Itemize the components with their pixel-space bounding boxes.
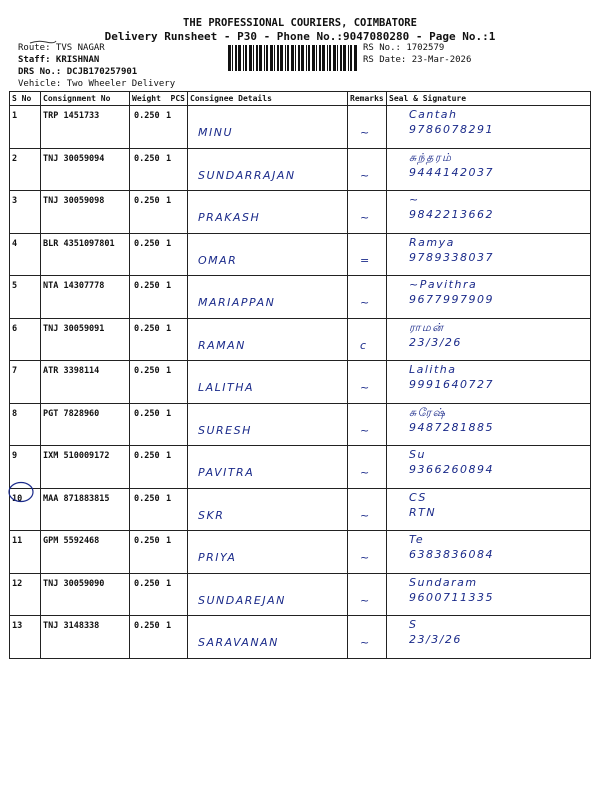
cell-sno xyxy=(10,573,41,616)
cell-consignment xyxy=(41,403,130,446)
barcode-bar xyxy=(350,45,352,71)
signature-phone: 9789338037 xyxy=(409,250,494,264)
barcode-bar xyxy=(280,45,283,71)
table-row xyxy=(10,403,591,446)
route-label: Route: TVS NAGAR xyxy=(18,43,105,53)
cell-remarks xyxy=(348,488,387,531)
barcode-bar xyxy=(232,45,233,71)
remark-mark: ~ xyxy=(360,636,371,649)
consignment-no: TNJ 3148338 xyxy=(43,621,100,631)
cell-weight xyxy=(130,531,188,574)
rs-date: RS Date: 23-Mar-2026 xyxy=(363,55,472,65)
remark-mark: ~ xyxy=(360,296,371,309)
cell-sno xyxy=(10,318,41,361)
consignment-no: GPM 5592468 xyxy=(43,536,100,546)
signature-phone: 9677997909 xyxy=(409,293,494,306)
pcs: 1 xyxy=(166,111,172,121)
consignment-no: ATR 3398114 xyxy=(43,366,100,376)
cell-signature xyxy=(387,318,591,361)
signature-text: ~ xyxy=(409,193,420,206)
weight: 0.250 xyxy=(134,578,160,589)
signature-text: Cantah xyxy=(409,108,458,121)
barcode-bar xyxy=(235,45,237,71)
cell-signature xyxy=(387,531,591,574)
cell-signature xyxy=(387,361,591,404)
cell-consignee xyxy=(188,573,348,616)
remark-mark: ~ xyxy=(360,508,371,522)
cell-sno xyxy=(10,148,41,191)
barcode-bar xyxy=(270,45,273,71)
table-row xyxy=(10,573,591,616)
consignee-name: RAMAN xyxy=(198,338,246,352)
cell-remarks xyxy=(348,106,387,149)
weight: 0.250 xyxy=(134,621,160,631)
signature-phone: 9444142037 xyxy=(409,165,494,179)
consignee-name: PRIYA xyxy=(198,551,237,564)
barcode-bar xyxy=(343,45,346,71)
cell-weight xyxy=(130,106,188,149)
cell-consignee xyxy=(188,318,348,361)
table-row xyxy=(10,233,591,276)
cell-signature xyxy=(387,616,591,659)
signature-text: Lalitha xyxy=(409,363,457,376)
consignment-no: TNJ 30059094 xyxy=(43,153,105,164)
barcode-bar xyxy=(319,45,321,71)
cell-remarks xyxy=(348,531,387,574)
weight: 0.250 xyxy=(134,153,160,164)
runsheet-subtitle: Delivery Runsheet - P30 - Phone No.:9047080280 - Page No.:1 xyxy=(104,30,496,43)
consignment-no: TRP 1451733 xyxy=(43,111,100,121)
signature-text: சுந்தரம் xyxy=(409,150,453,164)
cell-consignee xyxy=(188,233,348,276)
pcs: 1 xyxy=(166,153,172,164)
cell-signature xyxy=(387,148,591,191)
signature xyxy=(409,491,436,519)
consignment-no: TNJ 30059091 xyxy=(43,323,105,334)
consignee-name: PAVITRA xyxy=(198,466,255,479)
table-row xyxy=(10,106,591,149)
barcode-bar xyxy=(285,45,286,71)
signature xyxy=(409,363,494,391)
cell-sno xyxy=(10,191,41,234)
weight: 0.250 xyxy=(134,451,160,461)
barcode-bar xyxy=(316,45,317,71)
sno: 5 xyxy=(12,281,18,291)
cell-consignment xyxy=(41,191,130,234)
col-remarks: Remarks xyxy=(348,92,387,106)
cell-remarks xyxy=(348,318,387,361)
signature-text: ராமன் xyxy=(409,320,445,334)
table-row xyxy=(10,616,591,659)
weight: 0.250 xyxy=(134,196,160,206)
sno: 3 xyxy=(12,196,18,206)
sno: 2 xyxy=(12,153,18,164)
remark-mark: c xyxy=(360,338,368,352)
signature-phone: 9842213662 xyxy=(409,208,494,221)
consignment-no: TNJ 30059098 xyxy=(43,196,105,206)
signature-phone: 23/3/26 xyxy=(409,335,462,349)
remark-mark: ~ xyxy=(360,168,371,182)
remark-mark: ~ xyxy=(360,551,371,564)
consignment-no: MAA 871883815 xyxy=(43,493,110,504)
signature-phone: 9487281885 xyxy=(409,420,494,434)
consignment-no: PGT 7828960 xyxy=(43,408,100,419)
signature-phone: RTN xyxy=(409,505,437,519)
consignee-name: SARAVANAN xyxy=(198,636,279,649)
cell-weight xyxy=(130,318,188,361)
cell-consignee xyxy=(188,488,348,531)
barcode-bar xyxy=(264,45,265,71)
barcode-bar xyxy=(333,45,336,71)
pcs: 1 xyxy=(166,323,172,334)
consignment-no: BLR 4351097801 xyxy=(43,238,115,249)
cell-signature xyxy=(387,233,591,276)
signature-text: சுரேஷ் xyxy=(409,405,447,419)
barcode-bar xyxy=(245,45,247,71)
pcs: 1 xyxy=(166,366,172,376)
barcode-bar xyxy=(298,45,300,71)
barcode-bar xyxy=(243,45,244,71)
cell-signature xyxy=(387,446,591,489)
table-row xyxy=(10,148,591,191)
table-row xyxy=(10,446,591,489)
sno: 7 xyxy=(12,366,18,376)
signature xyxy=(409,278,494,306)
barcode-bar xyxy=(306,45,307,71)
barcode-bar xyxy=(322,45,325,71)
consignment-no: TNJ 30059090 xyxy=(43,578,105,589)
weight: 0.250 xyxy=(134,323,160,334)
cell-sno xyxy=(10,361,41,404)
signature-phone: 9600711335 xyxy=(409,590,494,604)
cell-consignee xyxy=(188,148,348,191)
consignee-name: SKR xyxy=(198,508,225,522)
barcode-bar xyxy=(266,45,268,71)
signature xyxy=(409,236,494,264)
cell-consignment xyxy=(41,531,130,574)
barcode-bar xyxy=(249,45,252,71)
weight: 0.250 xyxy=(134,281,160,291)
signature xyxy=(409,576,494,604)
cell-weight xyxy=(130,276,188,319)
col-weight: Weight xyxy=(132,94,161,103)
barcode-bar xyxy=(295,45,296,71)
table-row xyxy=(10,488,591,531)
signature xyxy=(409,151,494,179)
barcode-bar xyxy=(308,45,310,71)
pcs: 1 xyxy=(166,536,172,546)
cell-consignment xyxy=(41,233,130,276)
remark-mark: ~ xyxy=(360,423,371,437)
barcode-bar xyxy=(348,45,349,71)
cell-remarks xyxy=(348,276,387,319)
cell-consignment xyxy=(41,276,130,319)
barcode-bar xyxy=(337,45,338,71)
barcode-bar xyxy=(259,45,262,71)
cell-consignee xyxy=(188,446,348,489)
col-consignee: Consignee Details xyxy=(188,92,348,106)
cell-weight xyxy=(130,233,188,276)
cell-consignee xyxy=(188,403,348,446)
signature-text: CS xyxy=(409,490,427,504)
consignee-name: SUNDARRAJAN xyxy=(198,168,296,182)
weight: 0.250 xyxy=(134,493,160,504)
cell-consignment xyxy=(41,488,130,531)
cell-consignee xyxy=(188,106,348,149)
signature xyxy=(409,193,494,221)
signature xyxy=(409,406,494,434)
sno: 8 xyxy=(12,408,18,419)
signature-phone: 23/3/26 xyxy=(409,633,462,646)
vehicle-label: Vehicle: Two Wheeler Delivery xyxy=(18,79,176,89)
cell-signature xyxy=(387,276,591,319)
company-title: THE PROFESSIONAL COURIERS, COIMBATORE xyxy=(183,17,417,29)
table-header-row xyxy=(10,92,591,106)
table-row xyxy=(10,318,591,361)
signature-text: S xyxy=(409,618,418,631)
cell-consignee xyxy=(188,531,348,574)
cell-consignment xyxy=(41,616,130,659)
col-weight-pcs xyxy=(130,92,188,106)
barcode-bar xyxy=(287,45,289,71)
cell-remarks xyxy=(348,148,387,191)
sno: 13 xyxy=(12,621,23,631)
remark-mark: ~ xyxy=(360,211,371,224)
weight: 0.250 xyxy=(134,536,160,546)
cell-consignee xyxy=(188,191,348,234)
col-sno: S No xyxy=(10,92,41,106)
cell-weight xyxy=(130,616,188,659)
barcode-bar xyxy=(327,45,328,71)
table-row xyxy=(10,361,591,404)
table-row xyxy=(10,276,591,319)
cell-signature xyxy=(387,403,591,446)
table-row xyxy=(10,191,591,234)
cell-consignment xyxy=(41,446,130,489)
consignment-no: NTA 14307778 xyxy=(43,281,105,291)
signature-text: Te xyxy=(409,533,425,546)
cell-signature xyxy=(387,488,591,531)
barcode-bar xyxy=(238,45,241,71)
cell-remarks xyxy=(348,446,387,489)
sno: 10 xyxy=(12,493,23,504)
cell-weight xyxy=(130,446,188,489)
barcode-bar xyxy=(340,45,342,71)
remark-mark: ~ xyxy=(360,466,371,479)
consignee-name: SURESH xyxy=(198,423,252,437)
barcode-bar xyxy=(354,45,357,71)
cell-consignment xyxy=(41,573,130,616)
cell-sno xyxy=(10,403,41,446)
consignment-no: IXM 510009172 xyxy=(43,451,110,461)
sno: 11 xyxy=(12,536,23,546)
signature-text: ~Pavithra xyxy=(409,278,478,291)
weight: 0.250 xyxy=(134,408,160,419)
weight: 0.250 xyxy=(134,238,160,249)
cell-signature xyxy=(387,106,591,149)
barcode-bar xyxy=(301,45,304,71)
barcode-bar xyxy=(228,45,231,71)
signature-phone: 6383836084 xyxy=(409,548,494,561)
consignee-name: MARIAPPAN xyxy=(198,296,276,309)
sno: 12 xyxy=(12,578,23,589)
cell-remarks xyxy=(348,616,387,659)
cell-weight xyxy=(130,573,188,616)
barcode xyxy=(228,45,358,71)
cell-weight xyxy=(130,148,188,191)
cell-consignment xyxy=(41,106,130,149)
cell-weight xyxy=(130,361,188,404)
circle-mark xyxy=(7,481,37,503)
pcs: 1 xyxy=(166,196,172,206)
signature-phone: 9366260894 xyxy=(409,463,494,476)
pcs: 1 xyxy=(166,408,172,419)
weight: 0.250 xyxy=(134,366,160,376)
cell-sno xyxy=(10,616,41,659)
cell-consignment xyxy=(41,361,130,404)
cell-consignee xyxy=(188,361,348,404)
barcode-bar xyxy=(274,45,275,71)
cell-consignment xyxy=(41,148,130,191)
table-row xyxy=(10,531,591,574)
cell-remarks xyxy=(348,361,387,404)
col-seal: Seal & Signature xyxy=(387,92,591,106)
signature xyxy=(409,321,462,349)
cell-signature xyxy=(387,573,591,616)
pcs: 1 xyxy=(166,281,172,291)
staff-label: Staff: KRISHNAN xyxy=(18,55,100,65)
pcs: 1 xyxy=(166,493,172,504)
signature-text: Sundaram xyxy=(409,575,478,589)
barcode-bar xyxy=(256,45,258,71)
sno: 4 xyxy=(12,238,18,249)
remark-mark: ~ xyxy=(360,381,371,394)
consignee-name: PRAKASH xyxy=(198,211,261,224)
cell-sno xyxy=(10,276,41,319)
col-consignment: Consignment No xyxy=(41,92,130,106)
rs-number: RS No.: 1702579 xyxy=(363,43,445,53)
cell-remarks xyxy=(348,191,387,234)
signature-text: Ramya xyxy=(409,235,455,249)
cell-weight xyxy=(130,403,188,446)
barcode-bar xyxy=(312,45,315,71)
remark-mark: = xyxy=(360,253,371,267)
pcs: 1 xyxy=(166,238,172,249)
cell-remarks xyxy=(348,403,387,446)
signature-phone: 9991640727 xyxy=(409,378,494,391)
barcode-bar xyxy=(277,45,279,71)
signature xyxy=(409,618,462,646)
signature xyxy=(409,448,494,476)
consignee-name: LALITHA xyxy=(198,381,255,394)
cell-sno xyxy=(10,233,41,276)
pcs: 1 xyxy=(166,578,172,589)
cell-consignment xyxy=(41,318,130,361)
pcs: 1 xyxy=(166,451,172,461)
signature xyxy=(409,108,494,136)
barcode-bar xyxy=(253,45,254,71)
signature-phone: 9786078291 xyxy=(409,123,494,136)
drs-number: DRS No.: DCJB170257901 xyxy=(18,67,138,77)
col-pcs: PCS xyxy=(170,94,185,103)
runsheet-table xyxy=(9,91,591,659)
barcode-bar xyxy=(291,45,294,71)
barcode-bar xyxy=(329,45,331,71)
cell-signature xyxy=(387,191,591,234)
cell-sno xyxy=(10,531,41,574)
cell-consignee xyxy=(188,276,348,319)
cell-remarks xyxy=(348,233,387,276)
consignee-name: MINU xyxy=(198,126,234,139)
remark-mark: ~ xyxy=(360,126,371,139)
cell-remarks xyxy=(348,573,387,616)
pcs: 1 xyxy=(166,621,172,631)
sno: 6 xyxy=(12,323,18,334)
cell-consignee xyxy=(188,616,348,659)
cell-sno xyxy=(10,106,41,149)
sno: 1 xyxy=(12,111,18,121)
weight: 0.250 xyxy=(134,111,160,121)
sno: 9 xyxy=(12,451,18,461)
cell-weight xyxy=(130,191,188,234)
cell-weight xyxy=(130,488,188,531)
consignee-name: OMAR xyxy=(198,253,238,267)
signature xyxy=(409,533,494,561)
remark-mark: ~ xyxy=(360,593,371,607)
signature-text: Su xyxy=(409,448,426,461)
consignee-name: SUNDAREJAN xyxy=(198,593,286,607)
